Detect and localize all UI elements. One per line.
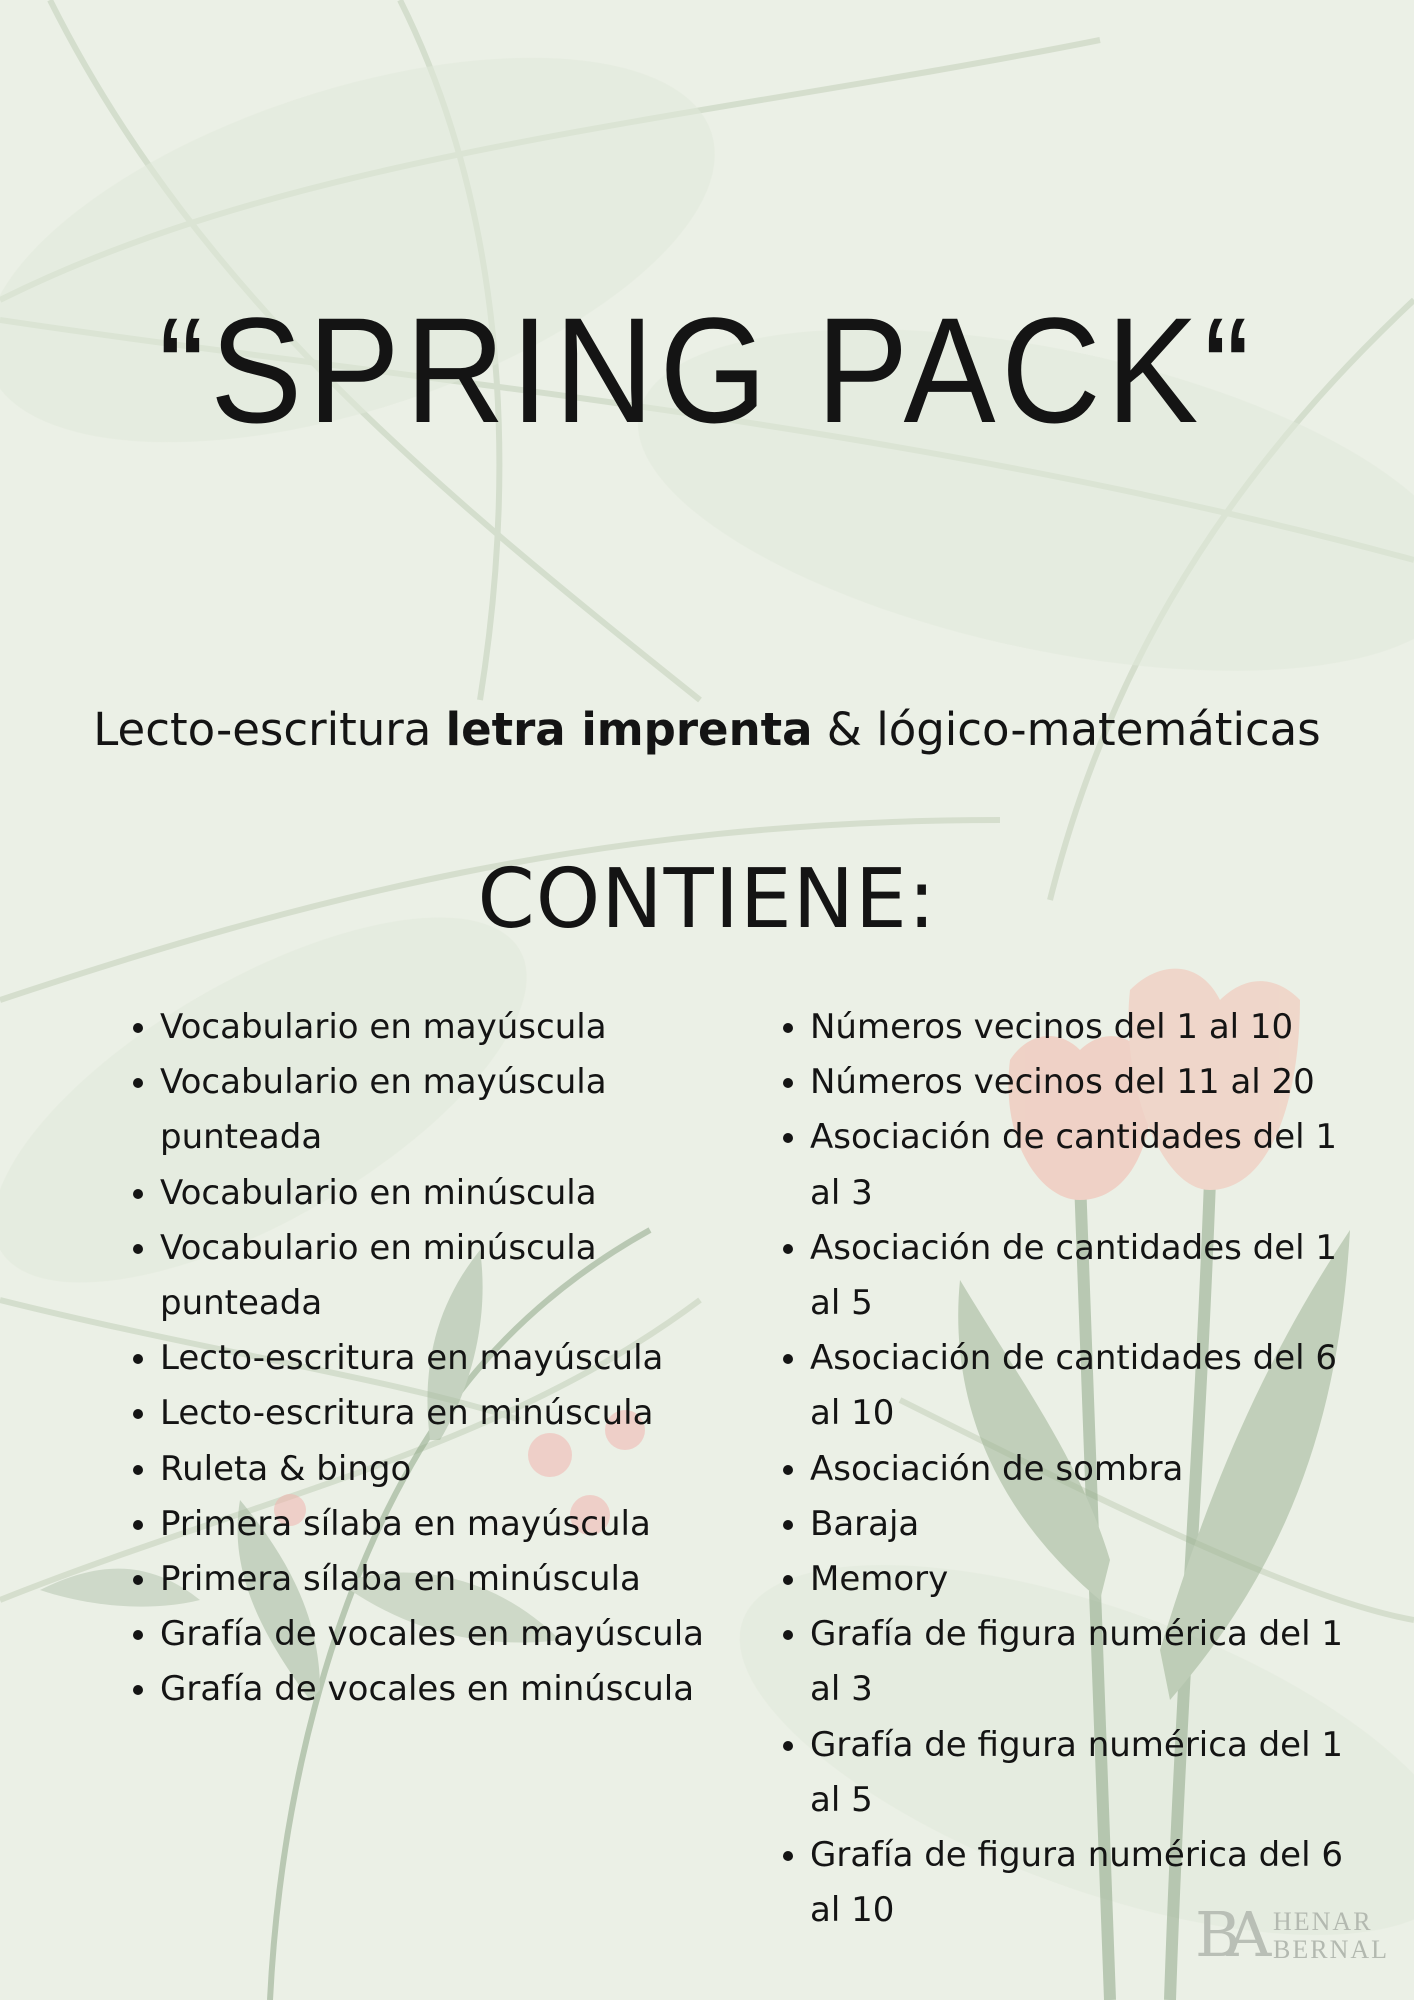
logo-name-line1: HENAR bbox=[1273, 1907, 1373, 1936]
list-item: • Lecto-escritura en mayúscula bbox=[160, 1331, 720, 1386]
list-item: • Primera sílaba en minúscula bbox=[160, 1552, 720, 1607]
list-item: • Baraja bbox=[810, 1497, 1370, 1552]
list-item: • Vocabulario en minúscula bbox=[160, 1166, 720, 1221]
list-item: • Grafía de vocales en mayúscula bbox=[160, 1607, 720, 1662]
list-item: • Ruleta & bingo bbox=[160, 1442, 720, 1497]
contents-list-left bbox=[120, 1000, 720, 1718]
list-item: • Memory bbox=[810, 1552, 1370, 1607]
list-item: • Grafía de vocales en minúscula bbox=[160, 1662, 720, 1717]
list-item: • Vocabulario en minúscula punteada bbox=[160, 1221, 720, 1331]
contents-list-right bbox=[770, 1000, 1370, 1938]
contents-heading: CONTIENE: bbox=[477, 852, 937, 947]
list-item: • Vocabulario en mayúscula bbox=[160, 1000, 720, 1055]
list-item: • Primera sílaba en mayúscula bbox=[160, 1497, 720, 1552]
list-item: • Números vecinos del 1 al 10 bbox=[810, 1000, 1370, 1055]
subtitle-text-end: & lógico-matemáticas bbox=[812, 703, 1321, 756]
logo-name bbox=[1273, 1908, 1389, 1964]
subtitle bbox=[0, 700, 1414, 760]
logo-monogram: BA bbox=[1195, 1898, 1258, 1971]
page-title: “SPRING PACK“ bbox=[158, 286, 1256, 454]
subtitle-text: Lecto-escritura bbox=[93, 703, 446, 756]
subtitle-bold-text: letra imprenta bbox=[445, 703, 813, 756]
list-item: • Asociación de cantidades del 1 al 5 bbox=[810, 1221, 1370, 1331]
list-item: • Asociación de sombra bbox=[810, 1442, 1370, 1497]
list-item: • Asociación de cantidades del 6 al 10 bbox=[810, 1331, 1370, 1441]
list-item: • Grafía de figura numérica del 6 al 10 bbox=[810, 1828, 1370, 1938]
logo-name-line2: BERNAL bbox=[1273, 1935, 1389, 1964]
list-item: • Grafía de figura numérica del 1 al 5 bbox=[810, 1718, 1370, 1828]
list-item: • Lecto-escritura en minúscula bbox=[160, 1386, 720, 1441]
brand-logo bbox=[1195, 1900, 1395, 1970]
list-item: • Grafía de figura numérica del 1 al 3 bbox=[810, 1607, 1370, 1717]
list-item: • Asociación de cantidades del 1 al 3 bbox=[810, 1110, 1370, 1220]
list-item: • Vocabulario en mayúscula punteada bbox=[160, 1055, 720, 1165]
list-item: • Números vecinos del 11 al 20 bbox=[810, 1055, 1370, 1110]
